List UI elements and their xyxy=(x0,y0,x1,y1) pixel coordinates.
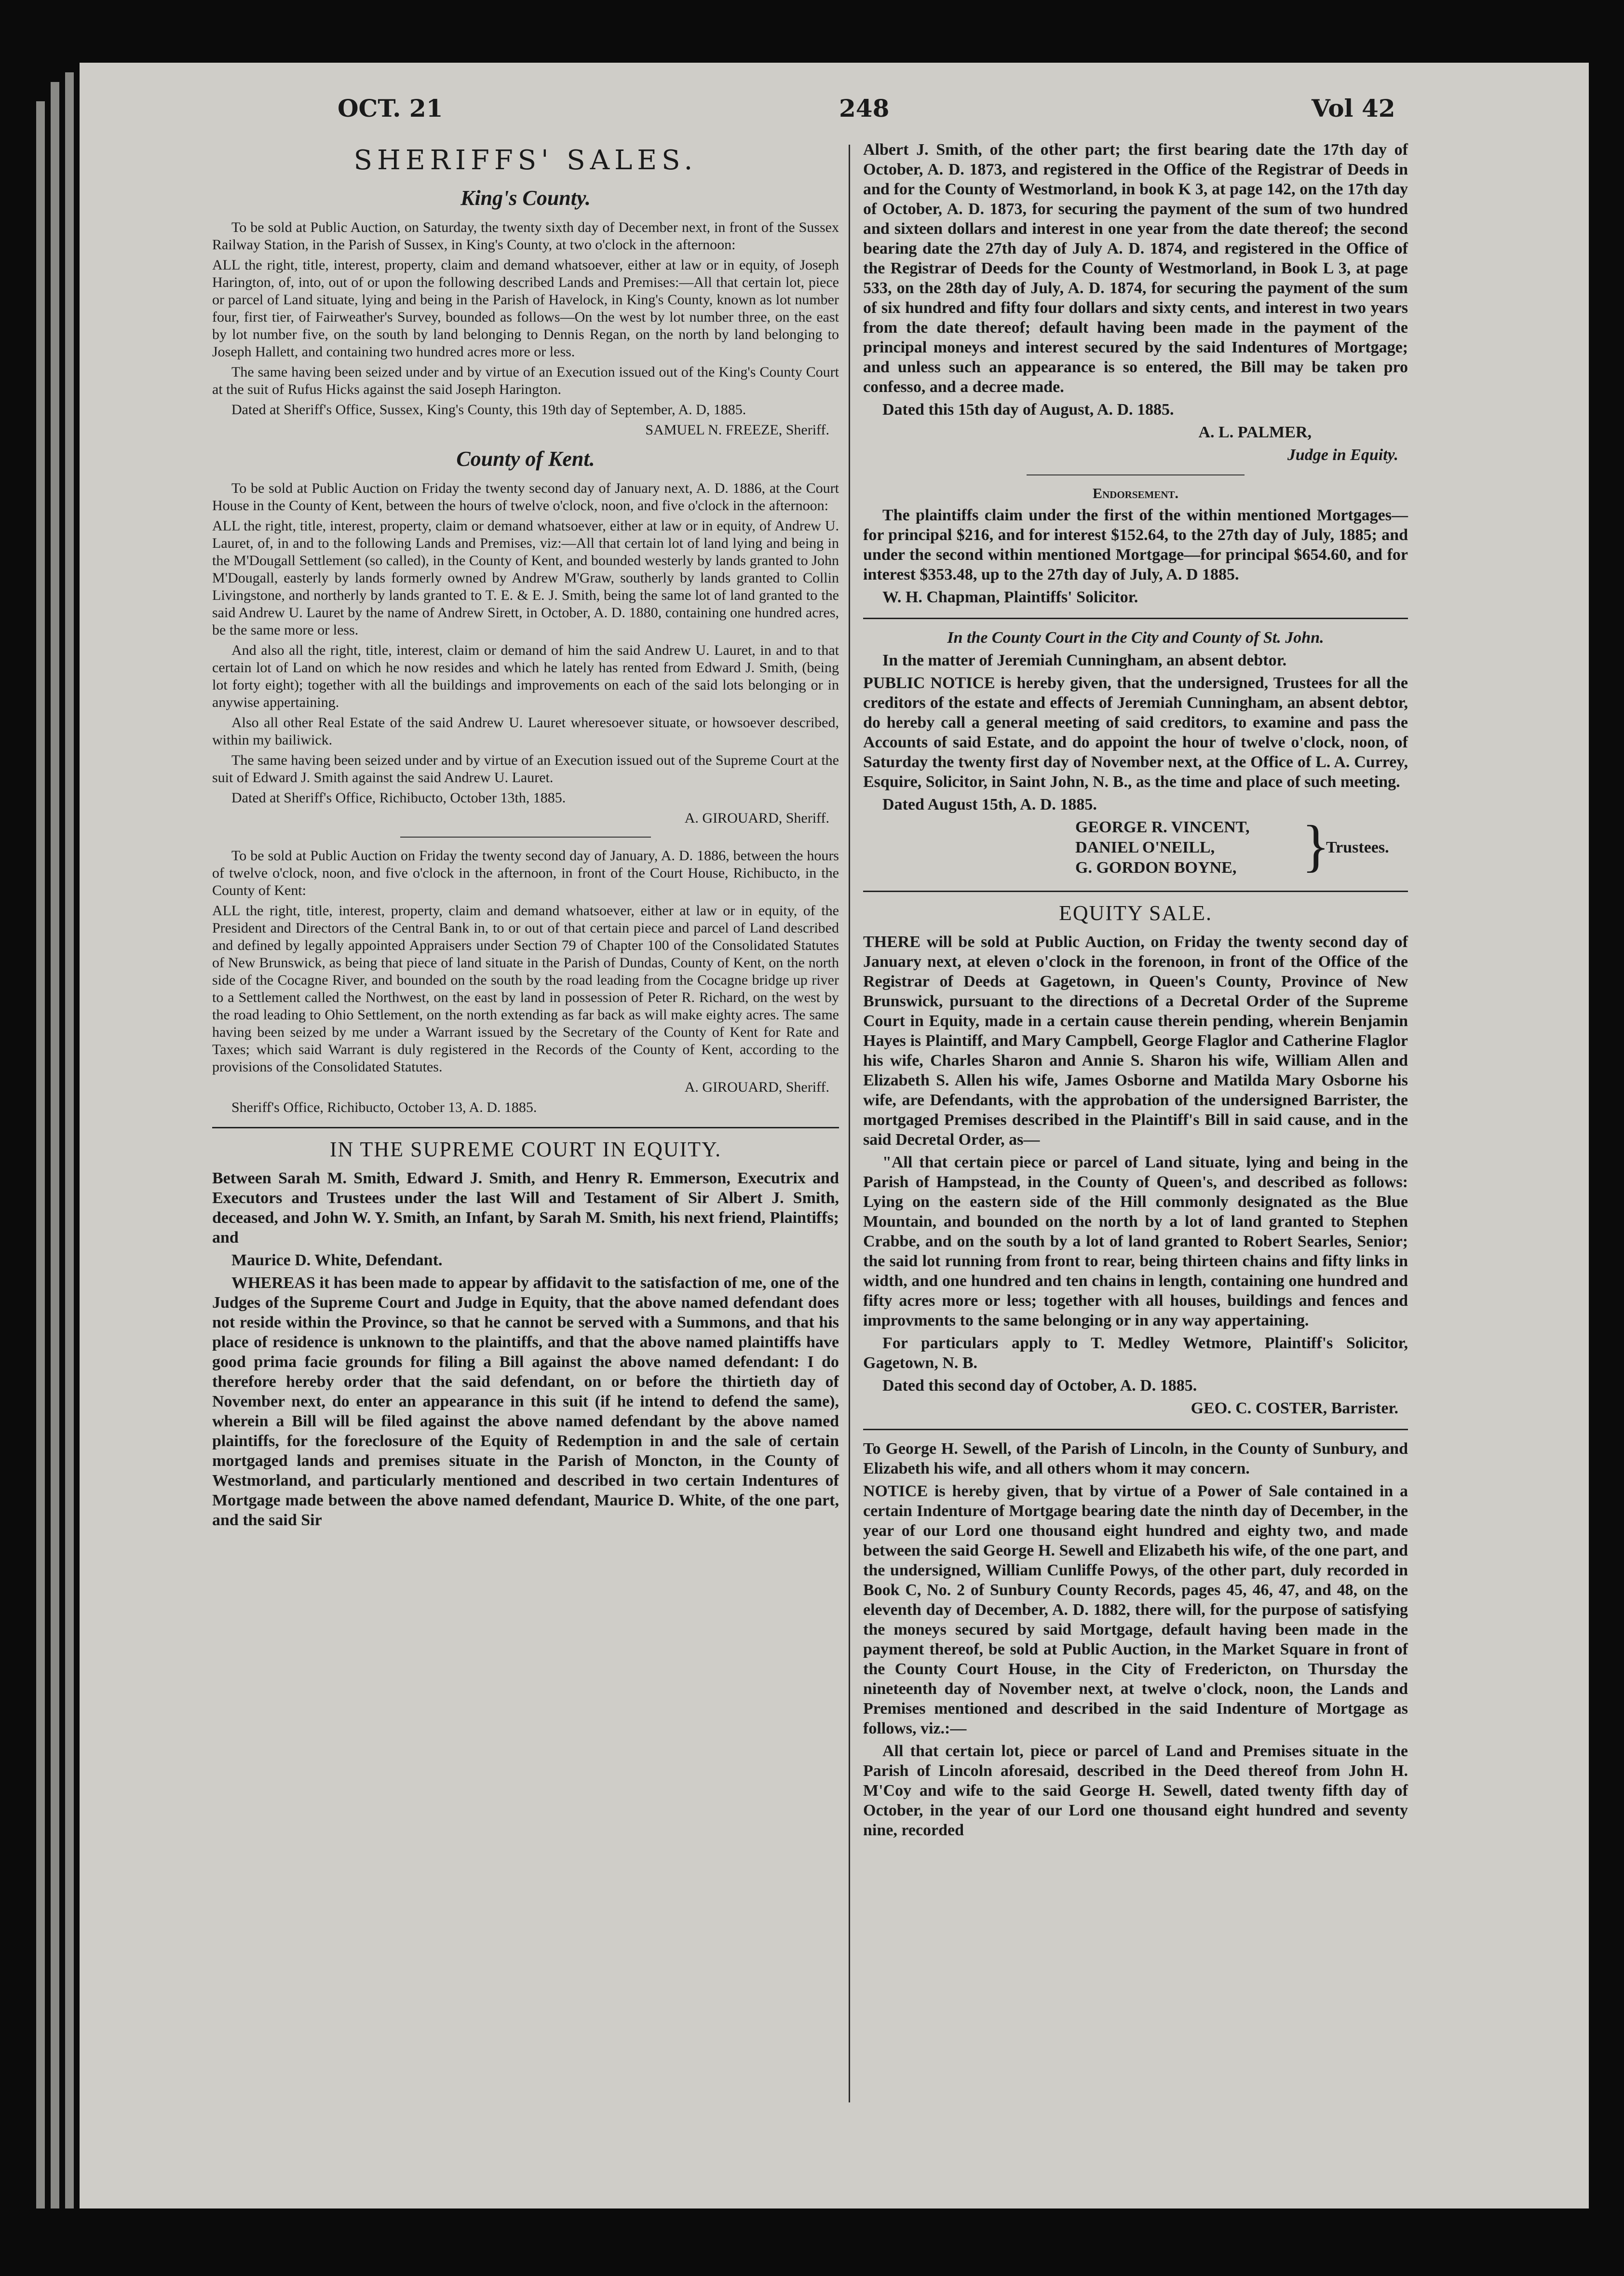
judge-title: Judge in Equity. xyxy=(1287,446,1398,464)
kent-body: ALL the right, title, interest, property, claim or demand whatsoever, either at law or in equity, of Andrew U. Lauret, of, in and to the following Lands and Premises, viz:—All that certain lot of land lying and being in the M'Dougall Settlement (so called), in the County of Kent, and bounded westerly by lands granted to John M'Dougall, easterly by lands formerly owned by Andrew M'Graw, southerly by lands granted to Collin Livingstone, and northerly by lands granted to T. E. & E. J. Smith, being the same lot of land granted to the said Andrew U. Lauret by the name of Andrew Sirett, in October, A. D. 1880, containing one hundred acres, be the same more or less. xyxy=(212,518,839,638)
county-court-heading: In the County Court in the City and County of St. John. xyxy=(947,629,1324,647)
trustees-signature-block xyxy=(863,813,1408,880)
kent2-dated: Sheriff's Office, Richibucto, October 13, A. D. 1885. xyxy=(231,1099,537,1115)
kings-county-heading: King's County. xyxy=(460,186,591,210)
kent2-signature: A. GIROUARD, Sheriff. xyxy=(684,1079,829,1095)
section-divider xyxy=(400,837,651,838)
kent2-intro: To be sold at Public Auction on Friday the twenty second day of January, A. D. 1886, between the hours of twelve o'clock, noon, and five o'clock in the afternoon, in front of the Court House, Richibucto, in the County of Kent: xyxy=(212,848,839,898)
judge-signature: A. L. PALMER, xyxy=(1198,423,1312,441)
trustee-name: G. GORDON BOYNE, xyxy=(1075,859,1237,877)
page-header xyxy=(0,94,1624,128)
kent2-body: ALL the right, title, interest, property, claim and demand whatsoever, either at law or in equity, of the President and Directors of the Central Bank in, to or out of that certain piece and parcel of Land described and defined by legally appointed Appraisers under Section 79 of Chapter 100 of the Consolidated Statutes of New Brunswick, as being that piece of land situate in the Parish of Dundas, County of Kent, on the north side of the Cocagne River, and bounded on the south by the road leading from the Cocagne bridge up river to a Settlement called the Northwest, on the east by land in possession of Peter R. Richard, on the west by the road leading to Ohio Settlement, on the north extending as far back as will make eighty acres. The same having been seized by me under a Warrant issued by the Secretary of the County of Kent for Rate and Taxes; which said Warrant is duly registered in the Records of the County of Kent, according to the provisions of the Consolidated Statutes. xyxy=(212,903,839,1075)
kent-dated: Dated at Sheriff's Office, Richibucto, October 13th, 1885. xyxy=(231,790,566,806)
equity-sale-dated: Dated this second day of October, A. D. 1885. xyxy=(882,1377,1197,1395)
kent-county-heading: County of Kent. xyxy=(456,447,595,471)
equity-sale-heading: EQUITY SALE. xyxy=(1058,901,1213,925)
kings-intro: To be sold at Public Auction, on Saturday, the twenty sixth day of December next, in front of the Sussex Railway Station, in the Parish of Sussex, in King's County, at two o'clock in the afternoon: xyxy=(212,219,839,253)
sewell-lot: All that certain lot, piece or parcel of Land and Premises situate in the Parish of Lincoln aforesaid, described in the Deed thereof from John H. M'Coy and wife to the said George H. Sewell, dated twenty fifth day of October, in the year of our Lord one thousand eight hundred and seventy nine, recorded xyxy=(863,1742,1408,1839)
equity-sale-signature: GEO. C. COSTER, Barrister. xyxy=(1191,1399,1398,1417)
equity-defendant: Maurice D. White, Defendant. xyxy=(231,1251,443,1269)
kent-intro: To be sold at Public Auction on Friday the twenty second day of January next, A. D. 1886, at the Court House in the County of Kent, between the hours of twelve o'clock, noon, and five o'clock in the afternoon: xyxy=(212,480,839,514)
equity-sale-particulars: For particulars apply to T. Medley Wetmore, Plaintiff's Solicitor, Gagetown, N. B. xyxy=(863,1334,1408,1372)
supreme-court-heading: IN THE SUPREME COURT IN EQUITY. xyxy=(329,1138,722,1161)
column-divider xyxy=(849,145,850,2102)
section-rule xyxy=(863,891,1408,892)
right-column xyxy=(863,140,1408,1843)
sewell-address: To George H. Sewell, of the Parish of Lincoln, in the County of Sunbury, and Elizabeth his wife, and all others whom it may concern. xyxy=(863,1440,1408,1477)
kent-signature: A. GIROUARD, Sheriff. xyxy=(684,810,829,826)
equity-order-continued: Albert J. Smith, of the other part; the first bearing date the 17th day of October, A. D. 1873, and registered in the Office of the Registrar of Deeds in and for the County of Westmorland, in book K 3, at page 142, on the 17th day of October, A. D. 1873, for securing the payment of the sum of two hundred and sixteen dollars and interest in one year from the date thereof; the second bearing date the 27th day of July A. D. 1874, and registered in the Office of the Registrar of Deeds for the County of Westmorland, in Book L 3, at page 533, on the 28th day of July, A. D. 1874, for securing the payment of the sum of six hundred and fifty four dollars and sixty cents, and interest in two years from the date thereof; default having been made in the payment of the principal moneys and interest secured by the said Indentures of Mortgage; and unless such an appearance is so entered, the Bill may be taken pro confesso, and a decree made. xyxy=(863,141,1408,396)
issue-date: OCT. 21 xyxy=(338,94,443,122)
kings-dated: Dated at Sheriff's Office, Sussex, King's County, this 19th day of September, A. D, 1885. xyxy=(231,402,746,418)
page-edge-3 xyxy=(65,72,74,2208)
trustees-label: Trustees. xyxy=(1326,839,1389,856)
county-court-dated: Dated August 15th, A. D. 1885. xyxy=(882,796,1097,813)
volume-number: Vol 42 xyxy=(1312,94,1395,122)
equity-parties: Between Sarah M. Smith, Edward J. Smith, and Henry R. Emmerson, Executrix and Executors and Trustees under the last Will and Testament of Sir Albert J. Smith, deceased, and John W. Y. Smith, an Infant, by Sarah M. Smith, his next friend, Plaintiffs; and xyxy=(212,1169,839,1246)
county-court-matter: In the matter of Jeremiah Cunningham, an absent debtor. xyxy=(882,651,1287,669)
endorsement-signature: W. H. Chapman, Plaintiffs' Solicitor. xyxy=(882,588,1138,606)
equity-sale-body: THERE will be sold at Public Auction, on Friday the twenty second day of January next, at eleven o'clock in the forenoon, in front of the Office of the Registrar of Deeds at Gagetown, in Queen's County, Province of New Brunswick, pursuant to the directions of a Decretal Order of the Supreme Court in Equity, made in a certain cause therein pending, wherein Benjamin Hayes is Plaintiff, and Mary Campbell, George Flaglor and Catherine Flaglor his wife, Charles Sharon and Annie S. Sharon his wife, William Allen and Elizabeth S. Allen his wife, James Osborne and Matilda Mary Osborne his wife, are Defendants, with the approbation of the undersigned Barrister, the mortgaged Premises described in the Plaintiff's Bill in said cause, and in the said Decretal Order, as— xyxy=(863,933,1408,1149)
left-column xyxy=(212,140,839,1533)
kings-seized: The same having been seized under and by virtue of an Execution issued out of the King's County Court at the suit of Rufus Hicks against the said Joseph Harington. xyxy=(212,364,839,397)
kent-also-1: And also all the right, title, interest, claim or demand of him the said Andrew U. Lauret, in and to that certain lot of Land on which he now resides and which he lately has rented from Edward J. Smith, (being lot forty eight); together with all the buildings and improvements on each of the said lots belonging or in anywise appertaining. xyxy=(212,642,839,710)
equity-sale-description: "All that certain piece or parcel of Land situate, lying and being in the Parish of Hampstead, in the County of Queen's, and described as follows: Lying on the eastern side of the Hill commonly designated as the Blue Mountain, and bounded on the north by a lot of land granted to Stephen Crabbe, and on the south by a lot of land granted to Robert Searles, Senior; the said lot running from front to rear, being thirteen chains and fifty links in width, and one hundred and ten chains in length, containing one hundred and fifty acres more or less; together with all houses, buildings and fences and improvments to the same belonging or in any way appertaining. xyxy=(863,1153,1408,1329)
section-rule xyxy=(863,1429,1408,1430)
equity-order-body: WHEREAS it has been made to appear by affidavit to the satisfaction of me, one of the Judges of the Supreme Court and Judge in Equity, that the above named defendant does not reside within the Province, so that he cannot be served with a Summons, and that his place of residence is unknown to the plaintiffs, and that the above named plaintiffs have good prima facie grounds for filing a Bill against the above named defendant: I do therefore hereby order that the said defendant, on or before the thirtieth day of November next, do enter an appearance in this suit (if he intend to defend the same), wherein a Bill will be filed against the above named defendant by the above named plaintiffs, for the foreclosure of the Equity of Redemption in and the sale of certain mortgaged lands and premises situate in the Parish of Moncton, in the County of Westmorland, and particularly mentioned and described in two certain Indentures of Mortgage made between the above named defendant, Maurice D. White, of the one part, and the said Sir xyxy=(212,1274,839,1529)
section-divider xyxy=(1027,474,1245,475)
trustee-name: GEORGE R. VINCENT, xyxy=(1075,818,1250,836)
county-court-notice: PUBLIC NOTICE is hereby given, that the undersigned, Trustees for all the creditors of the estate and effects of Jeremiah Cunningham, an absent debtor, do hereby call a general meeting of said creditors, to examine and pass the Accounts of said Estate, and do appoint the hour of twelve o'clock, noon, of Saturday the twenty first day of November next, at the Office of L. A. Currey, Esquire, Solicitor, in Saint John, N. B., as the time and place of such meeting. xyxy=(863,674,1408,791)
trustee-name: DANIEL O'NEILL, xyxy=(1075,839,1215,856)
section-rule xyxy=(212,1127,839,1128)
page-edge-2 xyxy=(51,82,59,2208)
kent-also-2: Also all other Real Estate of the said Andrew U. Lauret wheresoever situate, or howsoever described, within my bailiwick. xyxy=(212,715,839,748)
sheriffs-sales-title: SHERIFFS' SALES. xyxy=(353,145,698,176)
page-number: 248 xyxy=(839,94,890,122)
brace-glyph: } xyxy=(1302,813,1330,878)
equity-order-dated: Dated this 15th day of August, A. D. 1885. xyxy=(882,401,1174,419)
page-edge-1 xyxy=(36,101,45,2208)
sewell-notice: NOTICE is hereby given, that by virtue of a Power of Sale contained in a certain Indenture of Mortgage bearing date the ninth day of December, in the year of our Lord one thousand eight hundred and eighty two, and made between the said George H. Sewell and Elizabeth his wife, of the one part, and the undersigned, William Cunliffe Powys, of the other part, duly recorded in Book C, No. 2 of Sunbury County Records, pages 45, 46, 47, and 48, on the eleventh day of December, A. D. 1882, there will, for the purpose of satisfying the moneys secured by said Mortgage, default having been made in the payment thereof, be sold at Public Auction, in the Market Square in front of the County Court House, in the City of Fredericton, on Thursday the nineteenth day of November next, at twelve o'clock, noon, the Lands and Premises mentioned and described in the said Indenture of Mortgage as follows, viz.:— xyxy=(863,1482,1408,1737)
kings-body: ALL the right, title, interest, property, claim and demand whatsoever, either at law or in equity, of Joseph Harington, of, into, out of or upon the following described Lands and Premises:—All that certain lot, piece or parcel of Land situate, lying and being in the Parish of Havelock, in King's County, known as lot number four, first tier, of Fairweather's Survey, bounded as follows—On the west by lot number three, on the east by lot number five, on the south by land belonging to Dennis Regan, on the north by land belonging to Joseph Hallett, and containing two hundred acres more or less. xyxy=(212,257,839,360)
endorsement-body: The plaintiffs claim under the first of the within mentioned Mortgages—for principal $216, and for interest $152.64, to the 27th day of July, 1885; and under the second within mentioned Mortgage—for principal $654.60, and for interest $353.48, up to the 27th day of July, A. D 1885. xyxy=(863,506,1408,583)
endorsement-heading: Endorsement. xyxy=(1092,486,1179,501)
section-rule xyxy=(863,618,1408,619)
kent-seized: The same having been seized under and by virtue of an Execution issued out of the Supreme Court at the suit of Edward J. Smith against the said Andrew U. Lauret. xyxy=(212,752,839,786)
kings-signature: SAMUEL N. FREEZE, Sheriff. xyxy=(645,422,829,438)
